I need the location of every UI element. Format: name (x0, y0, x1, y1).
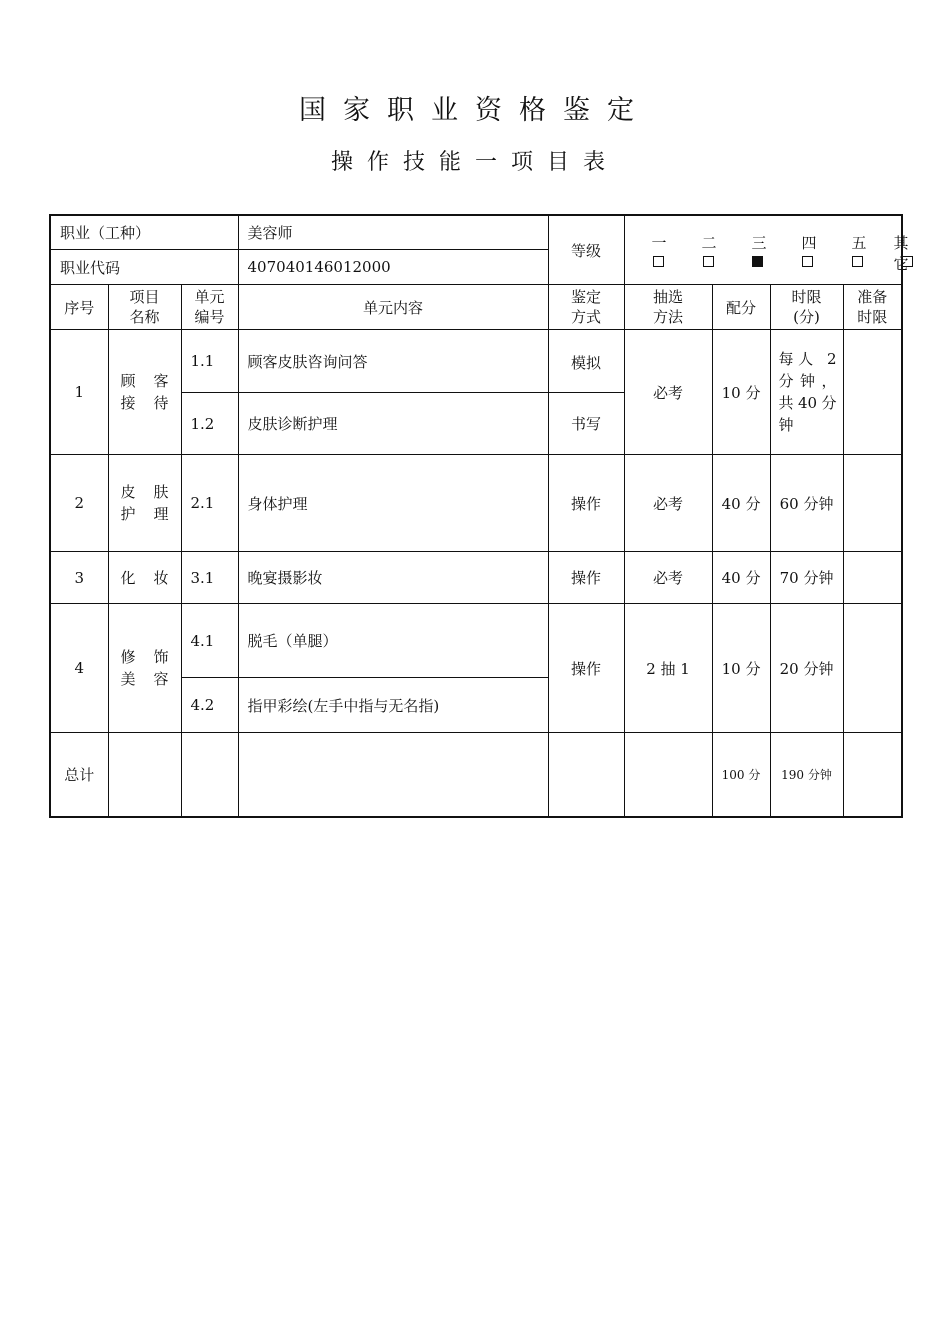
empty-cell (181, 733, 238, 817)
row-no: 3 (50, 552, 108, 604)
select-method: 必考 (624, 330, 712, 455)
occupation-label: 职业（工种） (50, 215, 238, 250)
page-subtitle: 操作技能一项目表 (330, 150, 619, 175)
unit-content: 指甲彩绘(左手中指与无名指) (238, 678, 548, 733)
row-no: 1 (50, 330, 108, 455)
empty-cell (548, 733, 624, 817)
prep-limit (843, 552, 902, 604)
col-header-no: 序号 (50, 285, 108, 330)
page-title: 国家职业资格鉴定 (299, 95, 651, 126)
assessment-table (49, 214, 909, 818)
row-no: 4 (50, 604, 108, 733)
row-no: 2 (50, 455, 108, 552)
unit-code: 2.1 (181, 455, 238, 552)
unit-content: 皮肤诊断护理 (238, 393, 548, 455)
code-value: 407040146012000 (238, 250, 548, 285)
time-limit: 70 分钟 (770, 552, 843, 604)
col-header-limit: 时限 (分) (770, 285, 843, 330)
grade-option-label: 一 (651, 234, 667, 252)
unit-content: 身体护理 (238, 455, 548, 552)
grade-selector (624, 215, 909, 285)
grade-checkbox[interactable] (653, 256, 664, 267)
col-header-unit-code: 单元 编号 (181, 285, 238, 330)
total-limit: 190 分钟 (770, 733, 843, 817)
empty-cell (624, 733, 712, 817)
unit-content: 脱毛（单腿） (238, 604, 548, 678)
grade-option-label: 其它 (893, 234, 909, 273)
item-name: 皮 肤 护 理 (108, 455, 181, 552)
unit-code: 4.2 (181, 678, 238, 733)
occupation-value: 美容师 (238, 215, 548, 250)
table-row (50, 552, 902, 604)
select-method: 必考 (624, 552, 712, 604)
table-row (50, 330, 902, 393)
total-label: 总计 (50, 733, 108, 817)
total-row (50, 733, 902, 817)
empty-cell (238, 733, 548, 817)
item-name: 顾 客 接 待 (108, 330, 181, 455)
grade-option-label: 二 (701, 234, 717, 252)
grade-option-label: 四 (801, 234, 817, 252)
table-row (50, 604, 902, 678)
grade-checkbox[interactable] (752, 256, 763, 267)
table-row (50, 455, 902, 552)
prep-limit (843, 330, 902, 455)
method: 操作 (548, 604, 624, 733)
grade-checkbox[interactable] (902, 256, 913, 267)
unit-code: 1.1 (181, 330, 238, 393)
code-label: 职业代码 (50, 250, 238, 285)
score: 10 分 (712, 330, 770, 455)
item-name: 修 饰 美 容 (108, 604, 181, 733)
col-header-select: 抽选 方法 (624, 285, 712, 330)
grade-checkbox[interactable] (703, 256, 714, 267)
time-limit: 20 分钟 (770, 604, 843, 733)
column-header-row (50, 285, 902, 330)
unit-content: 晚宴摄影妆 (238, 552, 548, 604)
total-score: 100 分 (712, 733, 770, 817)
method: 操作 (548, 455, 624, 552)
unit-code: 3.1 (181, 552, 238, 604)
score: 40 分 (712, 552, 770, 604)
col-header-unit-content: 单元内容 (238, 285, 548, 330)
col-header-method: 鉴定 方式 (548, 285, 624, 330)
method: 模拟 (548, 330, 624, 393)
grade-checkbox[interactable] (802, 256, 813, 267)
grade-option-label: 三 (751, 234, 767, 252)
unit-code: 1.2 (181, 393, 238, 455)
select-method: 2 抽 1 (624, 604, 712, 733)
prep-limit (843, 604, 902, 733)
select-method: 必考 (624, 455, 712, 552)
grade-checkbox[interactable] (852, 256, 863, 267)
grade-label: 等级 (548, 215, 624, 285)
method: 书写 (548, 393, 624, 455)
unit-code: 4.1 (181, 604, 238, 678)
col-header-item: 项目 名称 (108, 285, 181, 330)
method: 操作 (548, 552, 624, 604)
item-name: 化 妆 (108, 552, 181, 604)
time-limit: 60 分钟 (770, 455, 843, 552)
score: 40 分 (712, 455, 770, 552)
empty-cell (843, 733, 902, 817)
empty-cell (108, 733, 181, 817)
prep-limit (843, 455, 902, 552)
unit-content: 顾客皮肤咨询问答 (238, 330, 548, 393)
score: 10 分 (712, 604, 770, 733)
col-header-prep: 准备 时限 (843, 285, 902, 330)
col-header-score: 配分 (712, 285, 770, 330)
grade-option-label: 五 (851, 234, 867, 252)
time-limit: 每人 2 分钟，共40分钟 (770, 330, 843, 455)
